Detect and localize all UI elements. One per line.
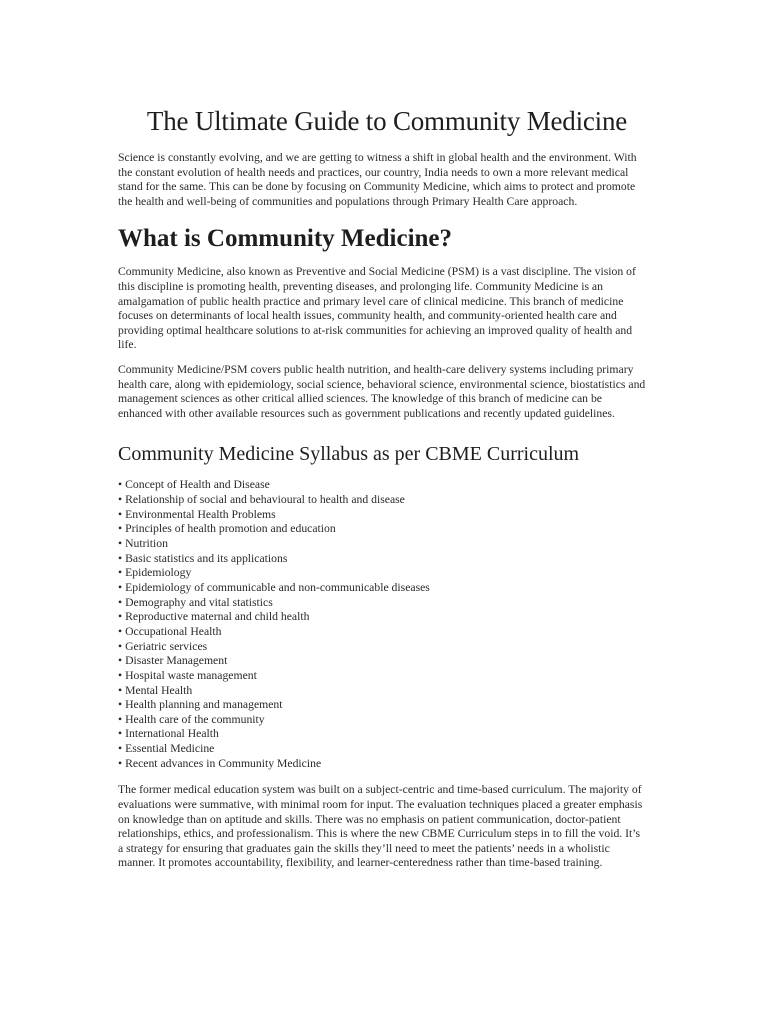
syllabus-list-item <box>118 669 648 684</box>
syllabus-item-text: Principles of health promotion and education <box>125 522 336 536</box>
bullet-icon: • <box>118 727 123 741</box>
syllabus-list-item <box>118 581 648 596</box>
syllabus-item-text: Reproductive maternal and child health <box>125 610 310 624</box>
bullet-icon: • <box>118 522 123 536</box>
bullet-icon: • <box>118 507 123 521</box>
syllabus-list-item <box>118 522 648 537</box>
syllabus-item-text: Environmental Health Problems <box>125 507 276 521</box>
syllabus-list-item <box>118 684 648 699</box>
syllabus-item-text: Recent advances in Community Medicine <box>125 756 322 770</box>
intro-paragraph: Science is constantly evolving, and we are getting to witness a shift in global health and the environment. With the constant evolution of health needs and practices, our country, India needs to own a more relevant medical stand for the same. This can be done by focusing on Community Medicine, which aims to protect and promote the health and well-being of communities and populations through Primary Health Care approach. <box>118 151 637 208</box>
syllabus-list-item <box>118 757 648 772</box>
syllabus-item-text: Concept of Health and Disease <box>125 478 270 492</box>
bullet-icon: • <box>118 742 123 756</box>
syllabus-item-text: Epidemiology <box>125 566 192 580</box>
syllabus-item-text: Demography and vital statistics <box>125 595 273 609</box>
syllabus-list-item <box>118 640 648 655</box>
bullet-icon: • <box>118 551 123 565</box>
syllabus-item-text: Nutrition <box>125 536 168 550</box>
syllabus-list-item <box>118 742 648 757</box>
syllabus-list-item <box>118 552 648 567</box>
bullet-icon: • <box>118 478 123 492</box>
syllabus-list-item <box>118 566 648 581</box>
syllabus-list-item <box>118 596 648 611</box>
closing-paragraph: The former medical education system was built on a subject-centric and time-based curriculum. The majority of evaluations were summative, with minimal room for input. The evaluation techniques placed a greater emphasis on knowledge than on aptitude and skills. There was no emphasis on patient communication, doctor-patient relationships, ethics, and professionalism. This is where the new CBME Curriculum steps in to fill the void. It’s a strategy for ensuring that graduates gain the skills they’ll need to meet the patients’ needs in a wholistic manner. It promotes accountability, flexibility, and learner-centeredness rather than time-based training. <box>118 783 643 870</box>
syllabus-item-text: Occupational Health <box>125 624 222 638</box>
syllabus-item-text: Health care of the community <box>125 712 265 726</box>
bullet-icon: • <box>118 492 123 506</box>
syllabus-list <box>118 478 648 771</box>
syllabus-item-text: International Health <box>125 727 219 741</box>
bullet-icon: • <box>118 580 123 594</box>
syllabus-list-item <box>118 727 648 742</box>
syllabus-list-item <box>118 610 648 625</box>
what-is-paragraph-1: Community Medicine, also known as Preventive and Social Medicine (PSM) is a vast discipline. The vision of this discipline is promoting health, preventing diseases, and prolonging life. Community Medicine is an amalgamation of public health practice and primary level care of clinical medicine. This branch of medicine focuses on determinants of local health issues, community health, and community-oriented health care and providing optimal healthcare solutions to at-risk communities for achieving an improved quality of health and life. <box>118 265 636 352</box>
syllabus-list-item <box>118 698 648 713</box>
bullet-icon: • <box>118 610 123 624</box>
bullet-icon: • <box>118 683 123 697</box>
bullet-icon: • <box>118 624 123 638</box>
bullet-icon: • <box>118 756 123 770</box>
document-title: The Ultimate Guide to Community Medicine <box>146 106 628 136</box>
bullet-icon: • <box>118 698 123 712</box>
syllabus-item-text: Health planning and management <box>125 698 283 712</box>
bullet-icon: • <box>118 668 123 682</box>
bullet-icon: • <box>118 595 123 609</box>
section-heading-syllabus: Community Medicine Syllabus as per CBME Curriculum <box>118 443 580 466</box>
syllabus-list-item <box>118 537 648 552</box>
syllabus-item-text: Geriatric services <box>125 639 208 653</box>
syllabus-item-text: Mental Health <box>125 683 193 697</box>
syllabus-item-text: Relationship of social and behavioural to health and disease <box>125 492 405 506</box>
syllabus-item-text: Disaster Management <box>125 654 228 668</box>
bullet-icon: • <box>118 536 123 550</box>
syllabus-item-text: Basic statistics and its applications <box>125 551 288 565</box>
what-is-paragraph-2: Community Medicine/PSM covers public health nutrition, and health-care delivery systems including primary health care, along with epidemiology, social science, behavioral science, environmental science, biostatistics and management sciences as other critical allied sciences. The knowledge of this branch of medicine can be enhanced with other available resources such as government publications and recently updated guidelines. <box>118 362 646 420</box>
syllabus-item-text: Essential Medicine <box>125 742 215 756</box>
syllabus-list-item <box>118 713 648 728</box>
bullet-icon: • <box>118 566 123 580</box>
syllabus-item-text: Epidemiology of communicable and non-communicable diseases <box>125 580 430 594</box>
syllabus-list-item <box>118 654 648 669</box>
syllabus-list-item <box>118 625 648 640</box>
bullet-icon: • <box>118 639 123 653</box>
document-page <box>118 106 648 881</box>
syllabus-list-item <box>118 478 648 493</box>
syllabus-item-text: Hospital waste management <box>125 668 257 682</box>
bullet-icon: • <box>118 712 123 726</box>
section-heading-what-is: What is Community Medicine? <box>118 225 453 253</box>
syllabus-list-item <box>118 508 648 523</box>
bullet-icon: • <box>118 654 123 668</box>
syllabus-list-item <box>118 493 648 508</box>
